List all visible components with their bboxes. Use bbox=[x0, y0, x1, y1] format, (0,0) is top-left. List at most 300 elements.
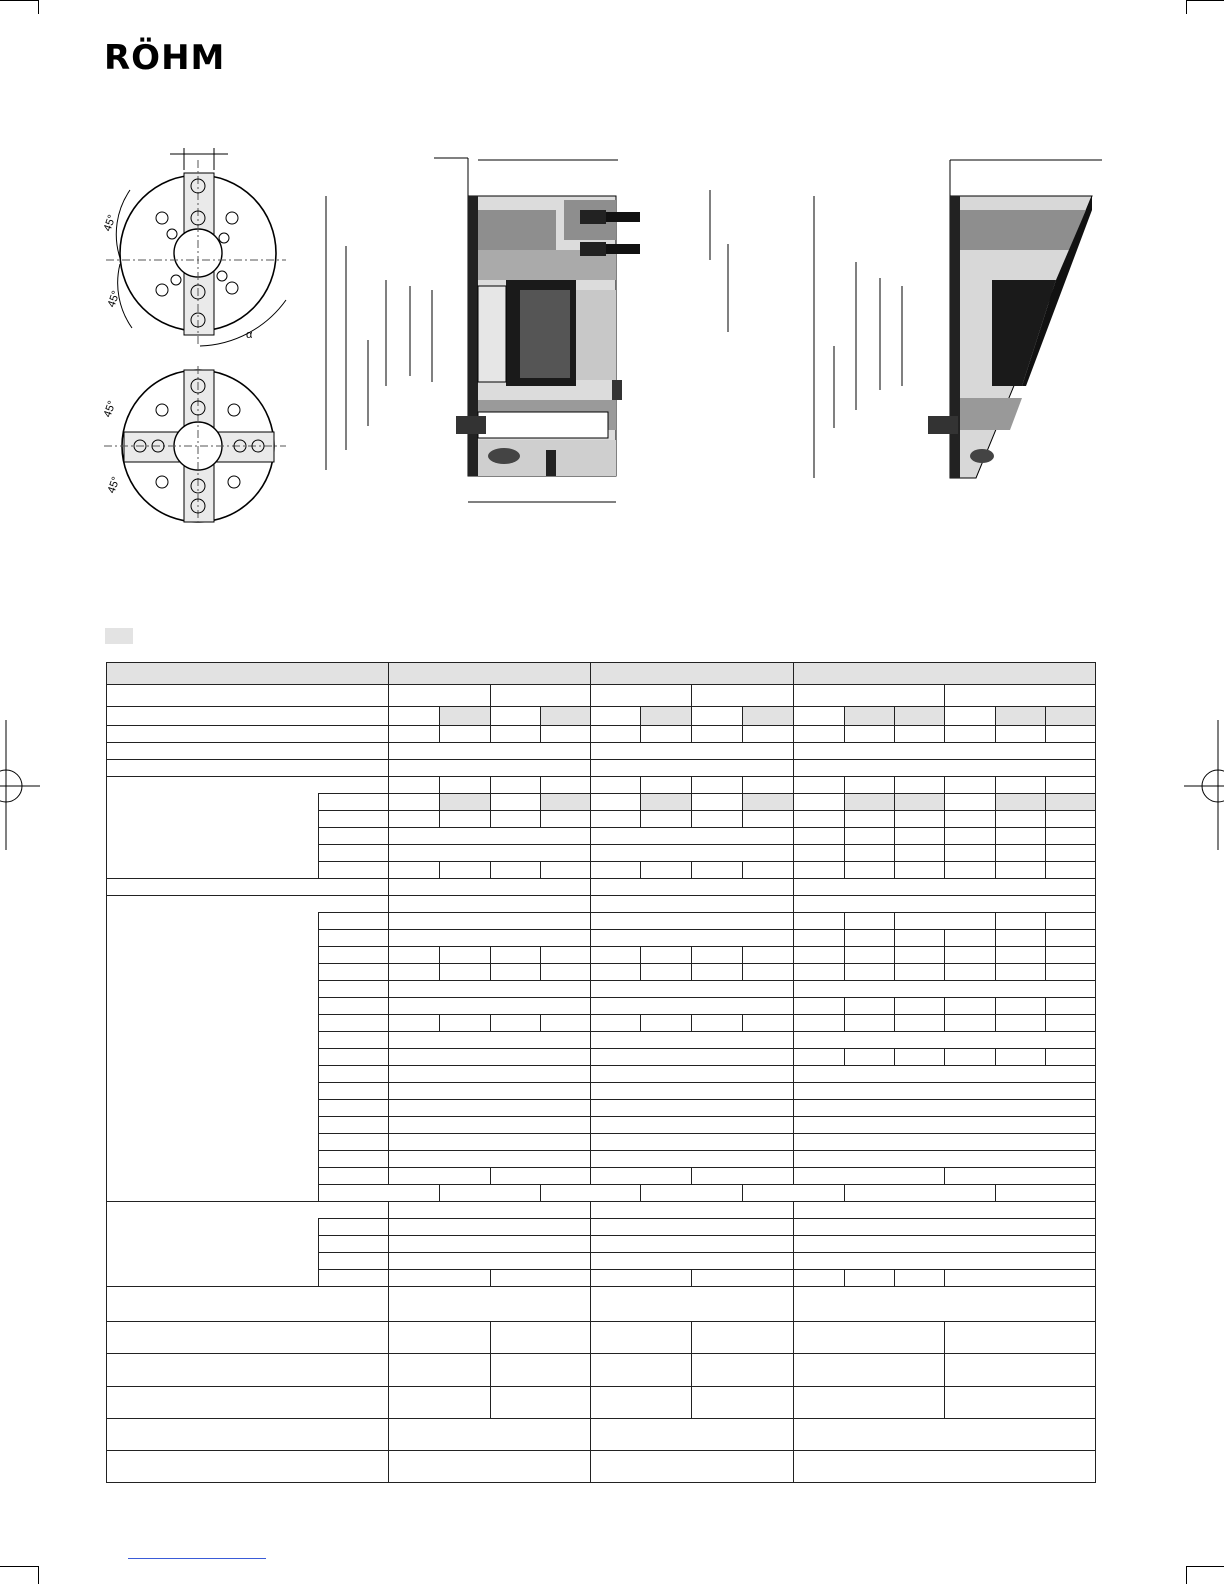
table-cell bbox=[692, 947, 743, 964]
table-cell bbox=[319, 930, 389, 947]
table-cell bbox=[1046, 845, 1096, 862]
table-cell bbox=[641, 707, 692, 726]
table-cell bbox=[591, 1032, 794, 1049]
table-cell bbox=[491, 1270, 591, 1287]
angle-label-45-4j-bottom: 45° bbox=[105, 475, 123, 496]
table-cell bbox=[319, 1270, 389, 1287]
table-cell bbox=[591, 845, 794, 862]
registration-target-left bbox=[0, 720, 40, 850]
table-cell bbox=[591, 743, 794, 760]
table-cell bbox=[945, 777, 996, 794]
spec-table bbox=[106, 662, 1096, 1483]
table-cell bbox=[641, 726, 692, 743]
table-cell bbox=[107, 879, 389, 896]
crop-mark-top-left bbox=[0, 0, 38, 1]
table-cell bbox=[945, 1387, 1096, 1419]
table-cell bbox=[591, 1168, 692, 1185]
table-cell bbox=[1046, 828, 1096, 845]
table-cell bbox=[389, 913, 591, 930]
chuck-front-view-3-jaw bbox=[100, 140, 290, 350]
table-cell bbox=[845, 828, 895, 845]
table-cell bbox=[591, 1419, 794, 1451]
table-cell bbox=[107, 743, 389, 760]
table-cell bbox=[895, 930, 945, 947]
table-cell bbox=[845, 811, 895, 828]
table-cell bbox=[794, 1219, 1096, 1236]
table-cell bbox=[945, 811, 996, 828]
table-cell bbox=[996, 964, 1046, 981]
table-cell bbox=[440, 964, 491, 981]
table-cell bbox=[389, 981, 591, 998]
table-cell bbox=[794, 879, 1096, 896]
table-cell bbox=[996, 845, 1046, 862]
table-cell bbox=[794, 1387, 945, 1419]
crop-mark-top-right bbox=[1186, 0, 1224, 1]
table-cell bbox=[389, 1270, 491, 1287]
table-cell bbox=[794, 1134, 1096, 1151]
table-cell bbox=[389, 845, 591, 862]
table-cell bbox=[389, 760, 591, 777]
table-cell bbox=[845, 794, 895, 811]
table-cell bbox=[389, 685, 491, 707]
table-cell bbox=[945, 1354, 1096, 1387]
table-cell bbox=[319, 1015, 389, 1032]
table-cell bbox=[1046, 930, 1096, 947]
table-cell bbox=[591, 794, 641, 811]
table-cell bbox=[794, 1287, 1096, 1322]
table-cell bbox=[895, 811, 945, 828]
table-cell bbox=[491, 1015, 541, 1032]
angle-label-45-bottom: 45° bbox=[105, 289, 123, 310]
table-cell bbox=[1046, 811, 1096, 828]
table-cell bbox=[945, 707, 996, 726]
table-cell bbox=[440, 862, 491, 879]
table-cell bbox=[845, 777, 895, 794]
table-cell bbox=[491, 964, 541, 981]
table-cell bbox=[107, 1387, 389, 1419]
table-row bbox=[107, 663, 389, 685]
chuck-cross-section-main bbox=[320, 150, 740, 510]
table-cell bbox=[541, 794, 591, 811]
table-cell bbox=[794, 828, 845, 845]
table-cell bbox=[319, 947, 389, 964]
table-cell bbox=[319, 896, 389, 913]
table-cell bbox=[389, 1322, 491, 1354]
table-cell bbox=[794, 1100, 1096, 1117]
table-cell bbox=[319, 981, 389, 998]
table-cell bbox=[945, 964, 996, 981]
table-cell bbox=[996, 947, 1046, 964]
table-cell bbox=[845, 707, 895, 726]
table-cell bbox=[541, 726, 591, 743]
table-cell bbox=[591, 1100, 794, 1117]
table-cell bbox=[794, 845, 845, 862]
table-cell bbox=[641, 811, 692, 828]
table-cell bbox=[440, 1015, 491, 1032]
table-cell bbox=[389, 1032, 591, 1049]
table-cell bbox=[845, 1185, 996, 1202]
table-cell bbox=[845, 1049, 895, 1066]
table-cell bbox=[541, 707, 591, 726]
table-cell bbox=[692, 1387, 794, 1419]
table-cell bbox=[692, 964, 743, 981]
table-cell bbox=[491, 1322, 591, 1354]
table-cell bbox=[591, 964, 641, 981]
table-cell bbox=[389, 1202, 591, 1219]
table-cell bbox=[591, 879, 794, 896]
table-cell bbox=[1046, 1049, 1096, 1066]
table-cell bbox=[591, 1066, 794, 1083]
table-cell bbox=[319, 1219, 389, 1236]
table-cell bbox=[794, 1451, 1096, 1483]
table-cell bbox=[389, 1354, 491, 1387]
table-cell bbox=[794, 794, 845, 811]
table-cell bbox=[895, 1270, 945, 1287]
table-cell bbox=[107, 707, 389, 726]
table-cell bbox=[440, 777, 491, 794]
table-cell bbox=[389, 726, 440, 743]
table-cell bbox=[945, 828, 996, 845]
table-cell bbox=[794, 930, 845, 947]
crop-mark-top-right-v bbox=[1186, 0, 1187, 14]
table-cell bbox=[945, 947, 996, 964]
table-cell bbox=[794, 862, 845, 879]
crop-mark-bottom-right-v bbox=[1186, 1566, 1187, 1584]
table-cell bbox=[845, 913, 895, 930]
table-cell bbox=[996, 811, 1046, 828]
table-cell bbox=[541, 1015, 591, 1032]
table-cell bbox=[794, 707, 845, 726]
table-cell bbox=[389, 896, 591, 913]
footer-link-underline[interactable] bbox=[128, 1558, 266, 1559]
table-cell bbox=[794, 1202, 1096, 1219]
table-cell bbox=[895, 964, 945, 981]
table-cell bbox=[794, 1236, 1096, 1253]
table-cell bbox=[491, 862, 541, 879]
table-cell bbox=[319, 998, 389, 1015]
table-cell bbox=[319, 1066, 389, 1083]
angle-label-alpha: α bbox=[246, 329, 253, 341]
table-cell bbox=[389, 862, 440, 879]
table-cell bbox=[945, 1049, 996, 1066]
table-cell bbox=[794, 811, 845, 828]
table-cell bbox=[996, 1185, 1096, 1202]
table-cell bbox=[1046, 862, 1096, 879]
table-cell bbox=[591, 1236, 794, 1253]
table-cell bbox=[845, 930, 895, 947]
table-cell bbox=[895, 707, 945, 726]
table-cell bbox=[107, 1287, 389, 1322]
table-cell bbox=[794, 1253, 1096, 1270]
table-cell bbox=[945, 794, 996, 811]
table-cell bbox=[319, 862, 389, 879]
table-cell bbox=[440, 726, 491, 743]
table-cell bbox=[743, 862, 794, 879]
chuck-cross-section-partial bbox=[806, 150, 1106, 480]
table-cell bbox=[945, 685, 1096, 707]
table-cell bbox=[389, 1066, 591, 1083]
table-cell bbox=[945, 998, 996, 1015]
table-cell bbox=[591, 1451, 794, 1483]
table-cell bbox=[996, 1015, 1046, 1032]
section-tag bbox=[105, 628, 133, 644]
table-cell bbox=[1046, 707, 1096, 726]
table-cell bbox=[107, 1202, 319, 1287]
table-cell bbox=[743, 811, 794, 828]
angle-label-45-4j-top: 45° bbox=[101, 399, 119, 420]
table-cell bbox=[794, 1419, 1096, 1451]
table-cell bbox=[945, 1322, 1096, 1354]
chuck-front-view-4-jaw bbox=[100, 366, 290, 526]
table-cell bbox=[996, 726, 1046, 743]
table-cell bbox=[591, 1354, 692, 1387]
table-cell bbox=[641, 777, 692, 794]
table-cell bbox=[319, 845, 389, 862]
table-cell bbox=[389, 1100, 591, 1117]
table-cell bbox=[591, 663, 794, 685]
table-cell bbox=[389, 1049, 591, 1066]
table-cell bbox=[1046, 964, 1096, 981]
table-cell bbox=[389, 743, 591, 760]
table-cell bbox=[845, 845, 895, 862]
table-cell bbox=[996, 707, 1046, 726]
table-cell bbox=[541, 964, 591, 981]
table-cell bbox=[591, 1049, 794, 1066]
table-cell bbox=[692, 794, 743, 811]
table-cell bbox=[945, 1015, 996, 1032]
table-cell bbox=[794, 896, 1096, 913]
table-cell bbox=[591, 1015, 641, 1032]
table-cell bbox=[591, 1219, 794, 1236]
table-cell bbox=[319, 1117, 389, 1134]
table-cell bbox=[845, 964, 895, 981]
table-cell bbox=[794, 760, 1096, 777]
table-cell bbox=[895, 777, 945, 794]
table-cell bbox=[491, 794, 541, 811]
table-cell bbox=[319, 1185, 440, 1202]
table-cell bbox=[389, 1253, 591, 1270]
logo-text: RÖHM bbox=[104, 38, 226, 78]
crop-mark-top-left-v bbox=[38, 0, 39, 14]
table-cell bbox=[743, 794, 794, 811]
table-cell bbox=[1046, 998, 1096, 1015]
table-cell bbox=[845, 862, 895, 879]
crop-mark-bottom-left bbox=[0, 1566, 38, 1567]
table-cell bbox=[389, 998, 591, 1015]
table-cell bbox=[389, 828, 591, 845]
table-cell bbox=[319, 1236, 389, 1253]
table-cell bbox=[440, 947, 491, 964]
table-cell bbox=[107, 1419, 389, 1451]
table-cell bbox=[794, 947, 845, 964]
table-cell bbox=[895, 913, 996, 930]
table-cell bbox=[541, 862, 591, 879]
table-cell bbox=[945, 1270, 1096, 1287]
table-cell bbox=[491, 685, 591, 707]
table-cell bbox=[945, 726, 996, 743]
table-cell bbox=[591, 828, 794, 845]
table-cell bbox=[591, 1117, 794, 1134]
table-cell bbox=[692, 1354, 794, 1387]
table-cell bbox=[107, 1322, 389, 1354]
table-cell bbox=[319, 1083, 389, 1100]
table-cell bbox=[591, 1202, 794, 1219]
table-cell bbox=[389, 1387, 491, 1419]
table-cell bbox=[845, 1270, 895, 1287]
table-cell bbox=[491, 1168, 591, 1185]
table-cell bbox=[996, 930, 1046, 947]
table-cell bbox=[107, 760, 389, 777]
table-cell bbox=[319, 913, 389, 930]
table-cell bbox=[641, 1015, 692, 1032]
table-cell bbox=[794, 964, 845, 981]
table-cell bbox=[319, 777, 389, 794]
table-cell bbox=[319, 794, 389, 811]
table-cell bbox=[743, 707, 794, 726]
table-cell bbox=[591, 1083, 794, 1100]
rohm-logo bbox=[104, 38, 232, 78]
table-cell bbox=[491, 726, 541, 743]
table-cell bbox=[845, 1015, 895, 1032]
table-cell bbox=[591, 947, 641, 964]
table-cell bbox=[895, 998, 945, 1015]
table-cell bbox=[692, 1168, 794, 1185]
table-cell bbox=[319, 1032, 389, 1049]
table-cell bbox=[945, 862, 996, 879]
table-cell bbox=[692, 1270, 794, 1287]
table-cell bbox=[743, 1015, 794, 1032]
table-cell bbox=[389, 930, 591, 947]
table-cell bbox=[389, 1151, 591, 1168]
table-cell bbox=[743, 777, 794, 794]
table-cell bbox=[389, 1117, 591, 1134]
table-cell bbox=[319, 1253, 389, 1270]
table-cell bbox=[319, 964, 389, 981]
table-cell bbox=[107, 726, 389, 743]
table-cell bbox=[794, 1032, 1096, 1049]
table-cell bbox=[794, 1354, 945, 1387]
table-cell bbox=[319, 1100, 389, 1117]
table-cell bbox=[1046, 913, 1096, 930]
table-cell bbox=[319, 1202, 389, 1219]
table-cell bbox=[1046, 794, 1096, 811]
table-cell bbox=[996, 913, 1046, 930]
table-cell bbox=[794, 981, 1096, 998]
table-cell bbox=[895, 1015, 945, 1032]
table-cell bbox=[692, 777, 743, 794]
table-cell bbox=[389, 1083, 591, 1100]
table-cell bbox=[389, 707, 440, 726]
table-cell bbox=[389, 947, 440, 964]
crop-mark-bottom-right bbox=[1186, 1566, 1224, 1567]
table-cell bbox=[440, 707, 491, 726]
table-cell bbox=[319, 1151, 389, 1168]
table-cell bbox=[794, 1322, 945, 1354]
table-cell bbox=[591, 896, 794, 913]
table-cell bbox=[541, 1185, 641, 1202]
table-cell bbox=[794, 1083, 1096, 1100]
table-cell bbox=[641, 1185, 743, 1202]
table-cell bbox=[491, 777, 541, 794]
table-cell bbox=[389, 811, 440, 828]
table-cell bbox=[440, 1185, 541, 1202]
table-cell bbox=[541, 947, 591, 964]
table-cell bbox=[996, 794, 1046, 811]
table-cell bbox=[996, 998, 1046, 1015]
angle-label-45-top: 45° bbox=[101, 213, 119, 234]
table-cell bbox=[895, 947, 945, 964]
table-cell bbox=[996, 777, 1046, 794]
table-cell bbox=[1046, 1015, 1096, 1032]
table-cell bbox=[641, 794, 692, 811]
table-cell bbox=[389, 1451, 591, 1483]
table-cell bbox=[945, 845, 996, 862]
table-cell bbox=[591, 930, 794, 947]
crop-mark-bottom-left-v bbox=[38, 1566, 39, 1584]
table-cell bbox=[319, 828, 389, 845]
table-cell bbox=[1046, 777, 1096, 794]
table-cell bbox=[107, 685, 389, 707]
table-cell bbox=[319, 811, 389, 828]
table-cell bbox=[794, 1066, 1096, 1083]
table-cell bbox=[389, 794, 440, 811]
table-cell bbox=[591, 685, 692, 707]
table-cell bbox=[996, 828, 1046, 845]
table-cell bbox=[743, 947, 794, 964]
table-cell bbox=[440, 794, 491, 811]
table-cell bbox=[692, 811, 743, 828]
table-cell bbox=[541, 777, 591, 794]
table-cell bbox=[895, 1049, 945, 1066]
table-cell bbox=[794, 726, 845, 743]
table-cell bbox=[491, 947, 541, 964]
table-cell bbox=[389, 1168, 491, 1185]
table-cell bbox=[895, 862, 945, 879]
table-cell bbox=[591, 998, 794, 1015]
table-cell bbox=[743, 726, 794, 743]
table-cell bbox=[389, 1287, 591, 1322]
table-cell bbox=[794, 1117, 1096, 1134]
table-cell bbox=[945, 930, 996, 947]
table-cell bbox=[591, 760, 794, 777]
table-cell bbox=[591, 913, 794, 930]
table-cell bbox=[1046, 947, 1096, 964]
table-cell bbox=[895, 726, 945, 743]
table-cell bbox=[107, 777, 319, 879]
table-cell bbox=[591, 1253, 794, 1270]
table-cell bbox=[996, 1049, 1046, 1066]
table-cell bbox=[491, 707, 541, 726]
table-cell bbox=[895, 845, 945, 862]
table-cell bbox=[794, 1151, 1096, 1168]
table-cell bbox=[845, 947, 895, 964]
table-cell bbox=[107, 1354, 389, 1387]
table-cell bbox=[319, 1168, 389, 1185]
table-cell bbox=[641, 862, 692, 879]
table-cell bbox=[107, 1451, 389, 1483]
table-cell bbox=[591, 1151, 794, 1168]
table-cell bbox=[389, 777, 440, 794]
table-cell bbox=[389, 1419, 591, 1451]
table-cell bbox=[692, 685, 794, 707]
registration-target-right bbox=[1184, 720, 1224, 850]
table-cell bbox=[591, 981, 794, 998]
table-cell bbox=[107, 896, 319, 1202]
table-cell bbox=[591, 862, 641, 879]
table-cell bbox=[692, 726, 743, 743]
table-cell bbox=[794, 685, 945, 707]
table-cell bbox=[794, 1015, 845, 1032]
